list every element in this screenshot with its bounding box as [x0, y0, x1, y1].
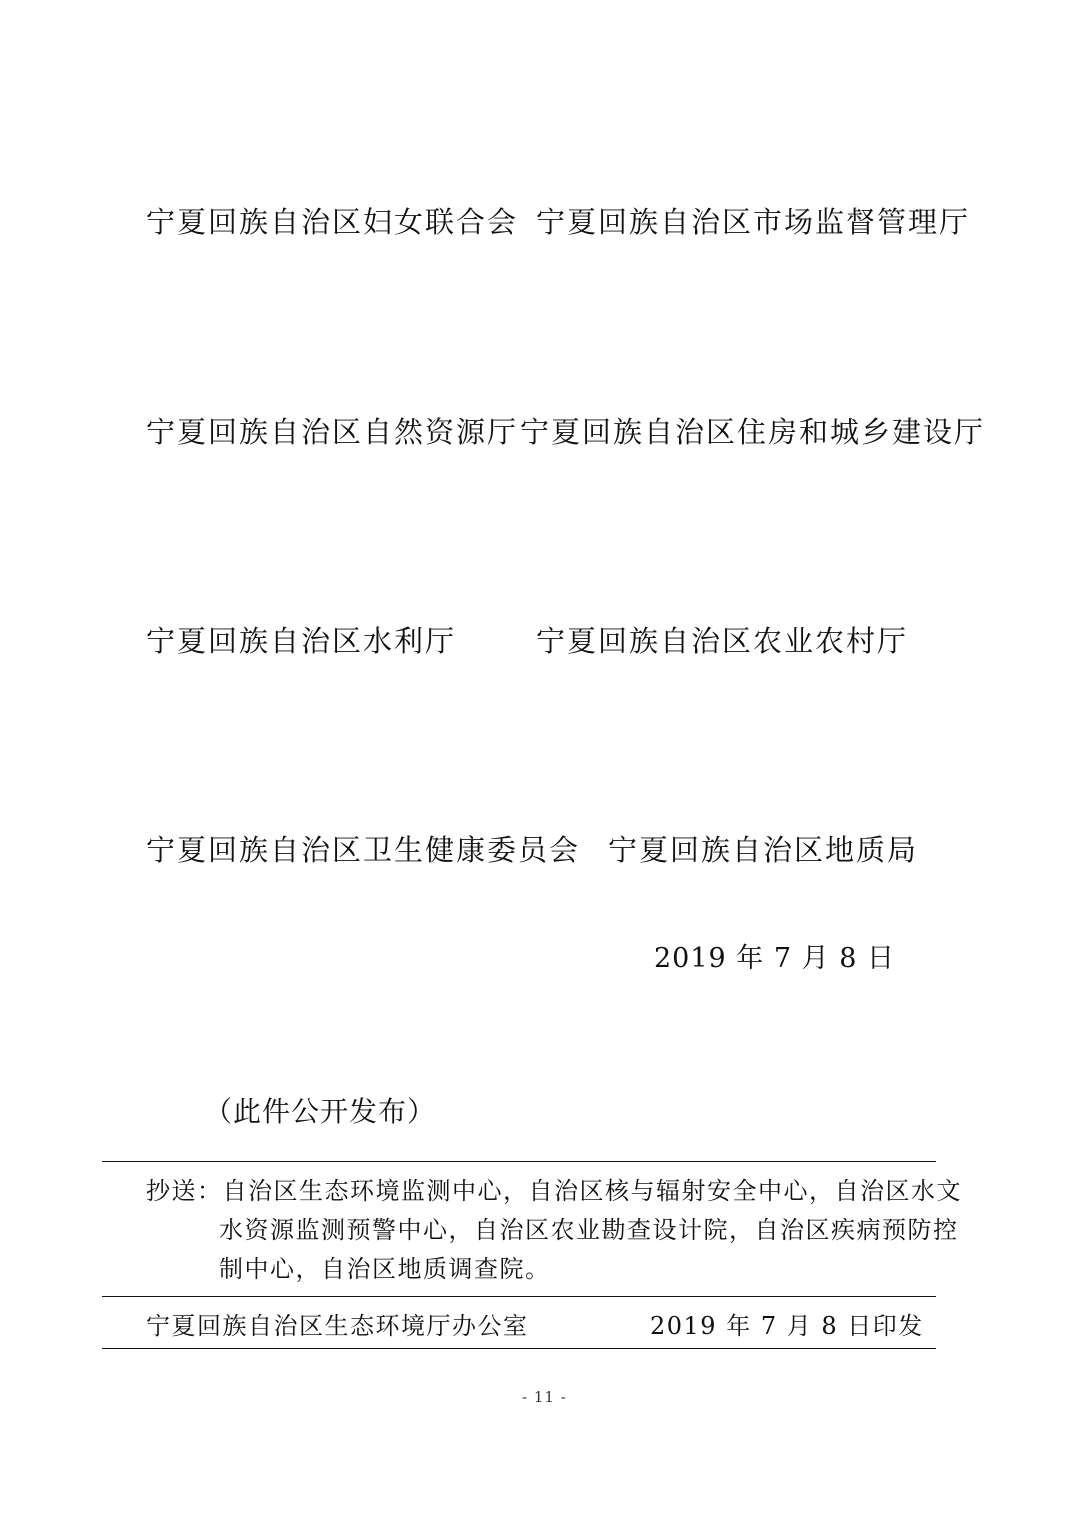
cc-line-1: 自治区生态环境监测中心，自治区核与辐射安全中心，自治区水文	[222, 1177, 962, 1205]
signatory-market-supervision: 宁夏回族自治区市场监督管理厅	[536, 205, 971, 239]
page-number: - 11 -	[522, 1388, 567, 1406]
issuance-bottom-divider	[102, 1348, 936, 1349]
cc-first-line	[146, 1172, 962, 1211]
signatory-geology-bureau: 宁夏回族自治区地质局	[608, 833, 919, 867]
cc-line-2: 水资源监测预警中心，自治区农业勘查设计院，自治区疾病预防控	[219, 1216, 959, 1244]
publication-note: （此件公开发布）	[204, 1095, 437, 1128]
signatory-womens-federation: 宁夏回族自治区妇女联合会	[146, 205, 519, 239]
issuing-office: 宁夏回族自治区生态环境厅办公室	[146, 1312, 529, 1340]
cc-bottom-divider	[102, 1296, 936, 1297]
issuance-date: 2019 年 7 月 8 日印发	[650, 1312, 924, 1340]
cc-label: 抄送：	[146, 1177, 223, 1205]
cc-block	[146, 1172, 962, 1289]
signatory-water-resources: 宁夏回族自治区水利厅	[146, 624, 457, 658]
signatory-natural-resources: 宁夏回族自治区自然资源厅	[146, 415, 519, 449]
signatory-agriculture-rural: 宁夏回族自治区农业农村厅	[536, 624, 909, 658]
signing-date: 2019 年 7 月 8 日	[654, 943, 895, 974]
signatory-housing-construction: 宁夏回族自治区住房和城乡建设厅	[520, 415, 986, 449]
signatory-health-commission: 宁夏回族自治区卫生健康委员会	[146, 833, 581, 867]
cc-line-3: 制中心，自治区地质调查院。	[219, 1255, 551, 1283]
cc-top-divider	[102, 1161, 936, 1162]
